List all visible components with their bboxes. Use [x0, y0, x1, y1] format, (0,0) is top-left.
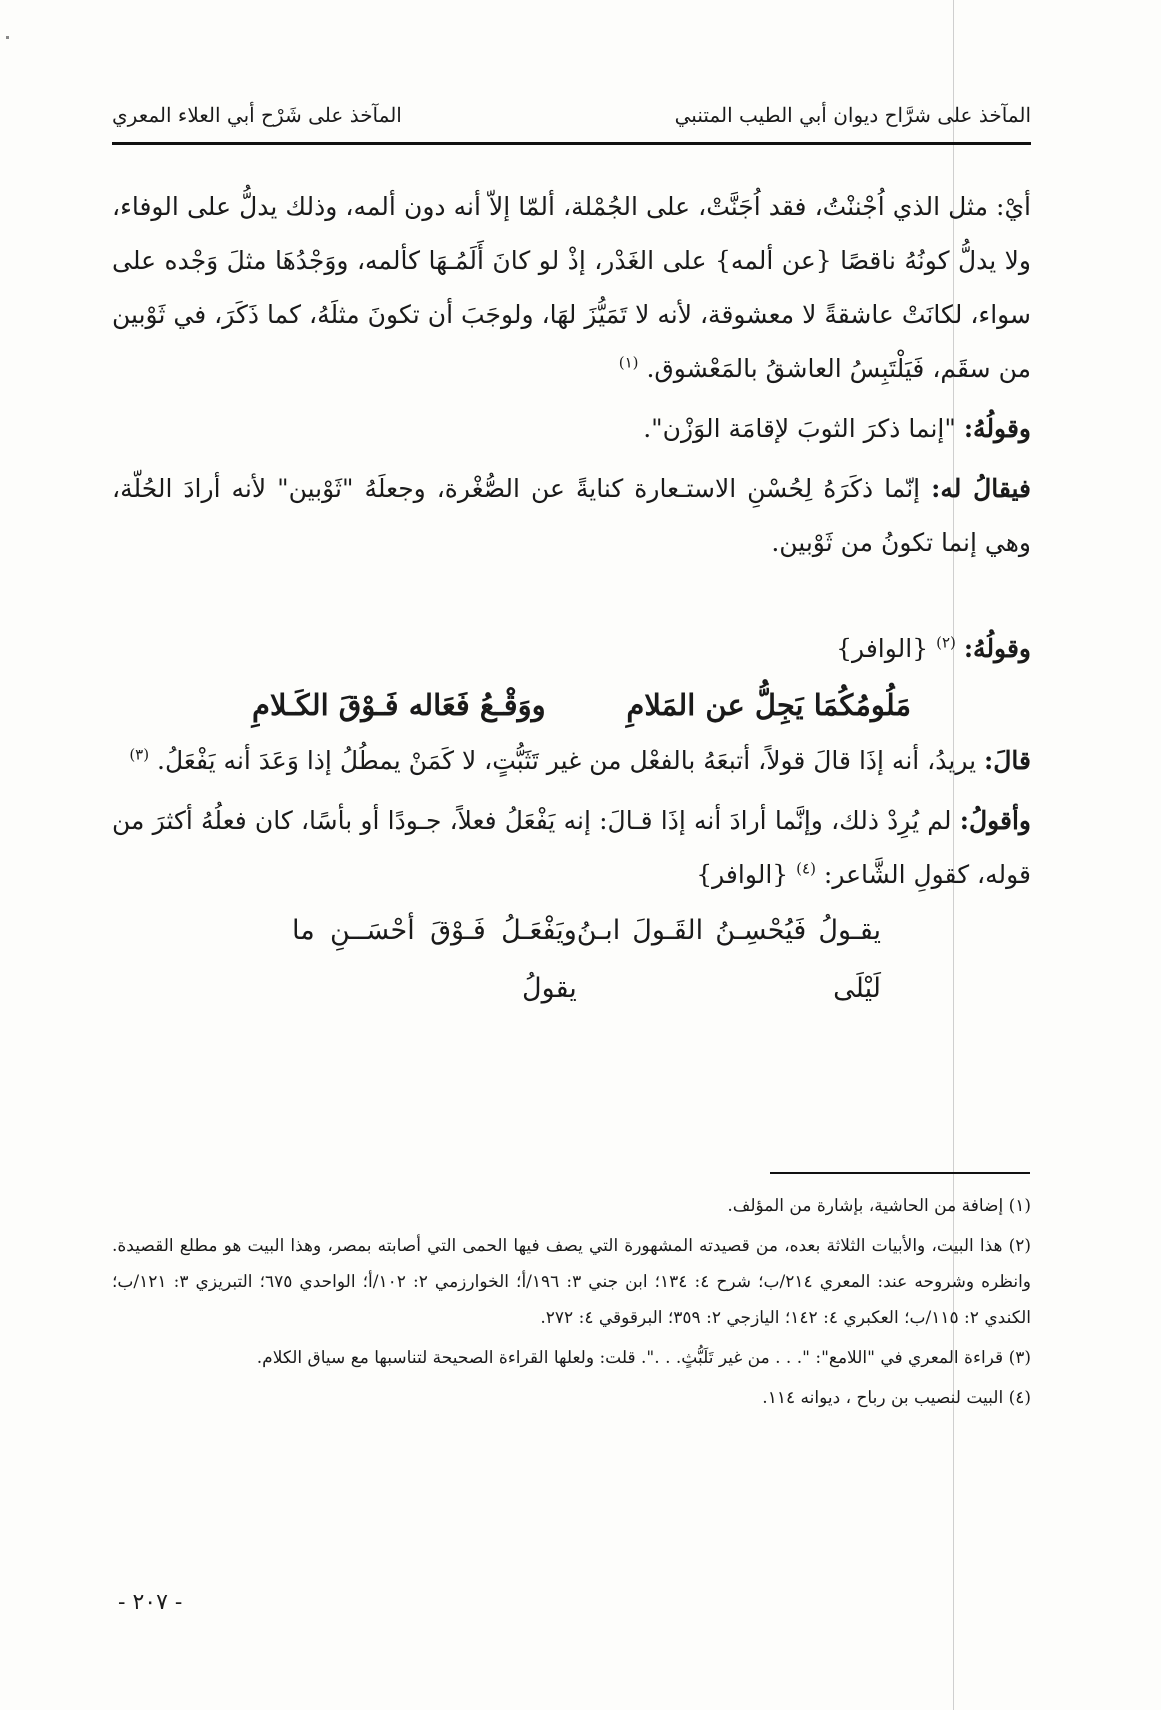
paragraph-3-text: إنّما ذكَرَهُ لِحُسْنِ الاستـعارة كنايةً عن الصُّغْرة، وجعلَهُ "ثَوْبين" لأنه أرادَ الحُلّة، وهي إنما تكونُ من ثَوْبين.: [112, 474, 1031, 557]
paragraph-1: [112, 180, 1031, 396]
paragraph-1-text: أيْ: مثل الذي اُجْننْتُ، فقد اُجَنَّتْ، على الجُمْلة، ألمّا إلاّ أنه دون ألمه، وذلك يدلُّ على الوفاء، ولا يدلُّ كونُهُ ناقصًا {عن ألمه} على الغَدْر، إذْ لو كانَ أَلَمُـهَا كألمه، ووَجْدُهَا مثلَ وَجْده على سواء، لكانَتْ عاشقةً لا معشوقة، لأنه لا تَمَيُّزَ لهَا، ولوجَبَ أن تكونَ مثلَهُ، كما ذَكَرَ، في ثَوْبين من سقَم، فَيَلْتَبِسُ العاشقُ بالمَعْشوق.: [112, 192, 1031, 383]
paragraph-6-text: لم يُرِدْ ذلك، وإنَّما أرادَ أنه إذَا قـالَ: إنه يَفْعَلُ فعلاً، جـودًا أو بأسًا، كان فعلُهُ أكثرَ من قوله، كقولِ الشَّاعر:: [112, 806, 1031, 889]
verse-1-first-hemistich: مَلُومُكُمَا يَجِلُّ عن المَلامِ: [626, 688, 911, 722]
footnote-4: (٤) البيت لنصيب بن رباح ، ديوانه ١١٤.: [762, 1388, 1031, 1408]
main-text: [112, 180, 1031, 1018]
header-chapter-title: المآخذ على شَرْح أبي العلاء المعري: [112, 103, 402, 127]
footnote-ref-2: (٢): [936, 633, 956, 652]
footnote-ref-1: (١): [618, 353, 639, 372]
paragraph-3: [112, 462, 1031, 570]
scan-mark: [6, 36, 9, 39]
section-gap: [112, 570, 1031, 622]
paragraph-3-lead: فيقالُ له:: [931, 474, 1032, 503]
footnote-ref-3: (٣): [129, 745, 150, 764]
paragraph-5-lead: قالَ:: [984, 746, 1031, 775]
verse-2-second-hemistich: ويَفْعَـلُ فَـوْقَ أحْسَــنِ ما يقولُ: [292, 915, 577, 1004]
verse-2-first-hemistich: يقـولُ فَيُحْسِـنُ القَـولَ ابـنُ لَيْلَى: [576, 915, 881, 1004]
footnote-separator: [770, 1172, 1030, 1174]
paragraph-4-lead: وقولُهُ:: [963, 634, 1031, 663]
paragraph-2: [112, 402, 1031, 456]
paragraph-4: [112, 622, 1031, 676]
verse-1: [112, 676, 1031, 734]
paragraph-5-text: يريدُ، أنه إذَا قالَ قولاً، أتبعَهُ بالفعْل من غير تَثَبُّتٍ، لا كَمَنْ يمطُلُ إذا وَعَدَ أنه يَفْعَلُ.: [157, 746, 977, 775]
footnote-2: (٢) هذا البيت، والأبيات الثلاثة بعده، من قصيدته المشهورة التي يصف فيها الحمى التي أصابته بمصر، وهذا البيت هو مطلع القصيدة. وانظره وشروحه عند: المعري ٢١٤/ب؛ شرح ٤: ١٣٤؛ ابن جني ٣: ١٩٦/أ؛ الخوارزمي ٢: ١٠٢/أ؛ الواحدي ٦٧٥؛ التبريزي ٣: ١٢١/ب؛ الكندي ٢: ١١٥/ب؛ العكبري ٤: ١٤٢؛ اليازجي ٢: ٣٥٩؛ البرقوقي ٤: ٢٧٢.: [112, 1236, 1031, 1328]
footnote-1: (١) إضافة من الحاشية، بإشارة من المؤلف.: [727, 1196, 1031, 1216]
header-book-title: المآخذ على شرَّاح ديوان أبي الطيب المتنبي: [674, 103, 1031, 127]
footnotes: [112, 1188, 1031, 1420]
footnote-ref-4: (٤): [796, 859, 816, 878]
meter-label-1: {الوافر}: [836, 634, 929, 663]
paragraph-5: [112, 734, 1031, 788]
page-number: - ٢٠٧ -: [118, 1590, 183, 1615]
verse-1-second-hemistich: ووَقْـعُ فَعَاله فَـوْقَ الكَـلامِ: [252, 688, 546, 722]
header-rule: [112, 142, 1031, 145]
verse-2: [112, 902, 1031, 1018]
paragraph-6: [112, 794, 1031, 902]
footnote-3: (٣) قراءة المعري في "اللامع": ". . . من غير تَلَبُّثٍ. . .". قلت: ولعلها القراءة الصحيحة لتناسبها مع سياق الكلام.: [256, 1348, 1031, 1368]
running-header: [112, 92, 1031, 138]
paragraph-2-text: "إنما ذكرَ الثوبَ لإقامَة الوَزْن".: [643, 414, 956, 443]
paragraph-6-lead: وأقولُ:: [959, 806, 1031, 835]
paragraph-2-lead: وقولُهُ:: [963, 414, 1031, 443]
meter-label-2: {الوافر}: [696, 860, 789, 889]
